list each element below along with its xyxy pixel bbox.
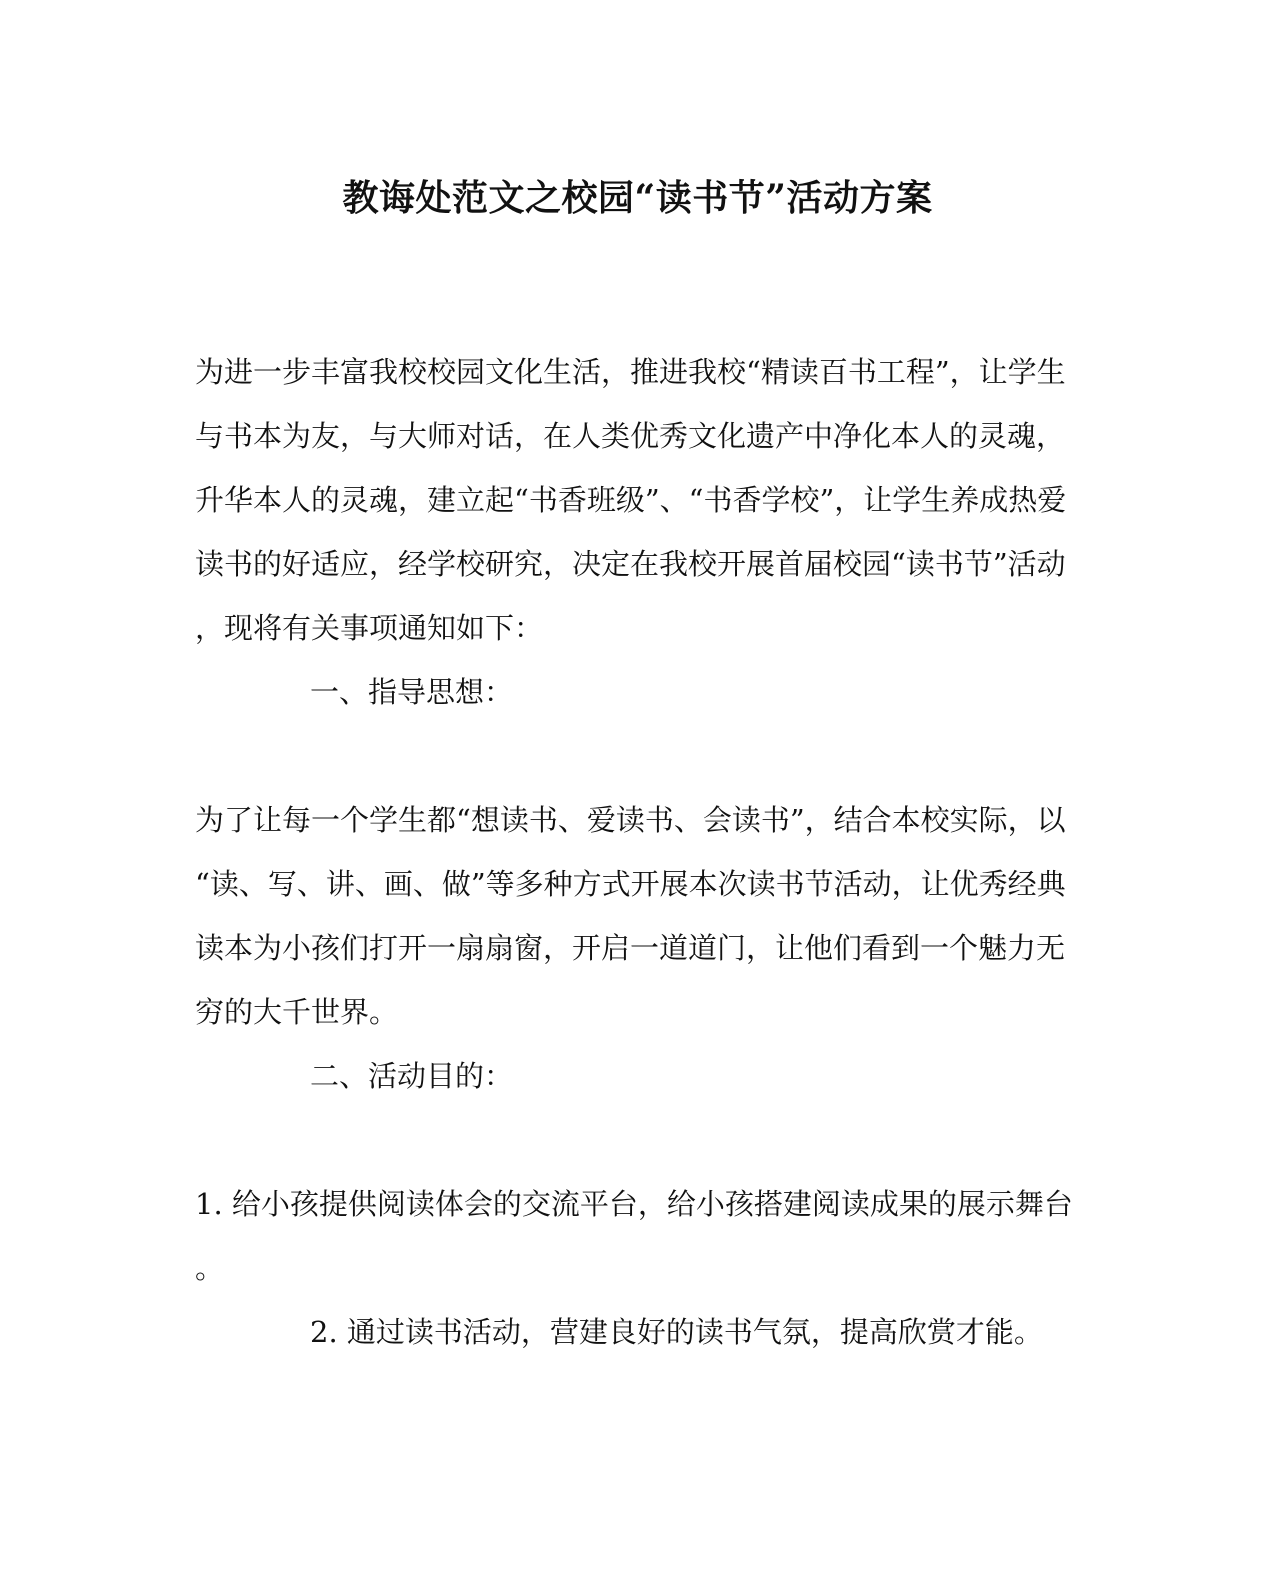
section1-heading: 一、指导思想： (310, 675, 514, 709)
section2-item2: 2. 通过读书活动，营建良好的读书气氛，提高欣赏才能。 (310, 1315, 1043, 1349)
section1-line: “读、写、讲、画、做”等多种方式开展本次读书节活动，让优秀经典 (195, 867, 1066, 901)
section1-line: 读本为小孩们打开一扇扇窗，开启一道道门，让他们看到一个魅力无 (195, 931, 1066, 965)
section1-paragraph (195, 788, 1065, 1044)
intro-line: 读书的好适应，经学校研究，决定在我校开展首届校园“读书节”活动 (195, 547, 1066, 581)
section2-item1-line: 。 (195, 1251, 225, 1285)
section2-heading: 二、活动目的： (310, 1059, 514, 1093)
document-title: 教诲处范文之校园“读书节”活动方案 (342, 177, 933, 219)
section2-heading-block (195, 1044, 1065, 1108)
intro-line: 升华本人的灵魂，建立起“书香班级”、“书香学校”，让学生养成热爱 (195, 483, 1067, 517)
intro-line: 为进一步丰富我校校园文化生活，推进我校“精读百书工程”，让学生 (195, 355, 1066, 389)
intro-line: 与书本为友，与大师对话，在人类优秀文化遗产中净化本人的灵魂， (195, 419, 1066, 453)
section2-item2-block (195, 1300, 1065, 1364)
section1-line: 为了让每一个学生都“想读书、爱读书、会读书”，结合本校实际，以 (195, 803, 1066, 837)
intro-line: ，现将有关事项通知如下： (195, 611, 544, 645)
intro-paragraph (195, 340, 1065, 660)
section1-heading-block (195, 660, 1065, 724)
section2-item1 (195, 1172, 1073, 1300)
section2-item1-line: 1. 给小孩提供阅读体会的交流平台，给小孩搭建阅读成果的展示舞台 (195, 1187, 1073, 1221)
section1-line: 穷的大千世界。 (195, 995, 399, 1029)
